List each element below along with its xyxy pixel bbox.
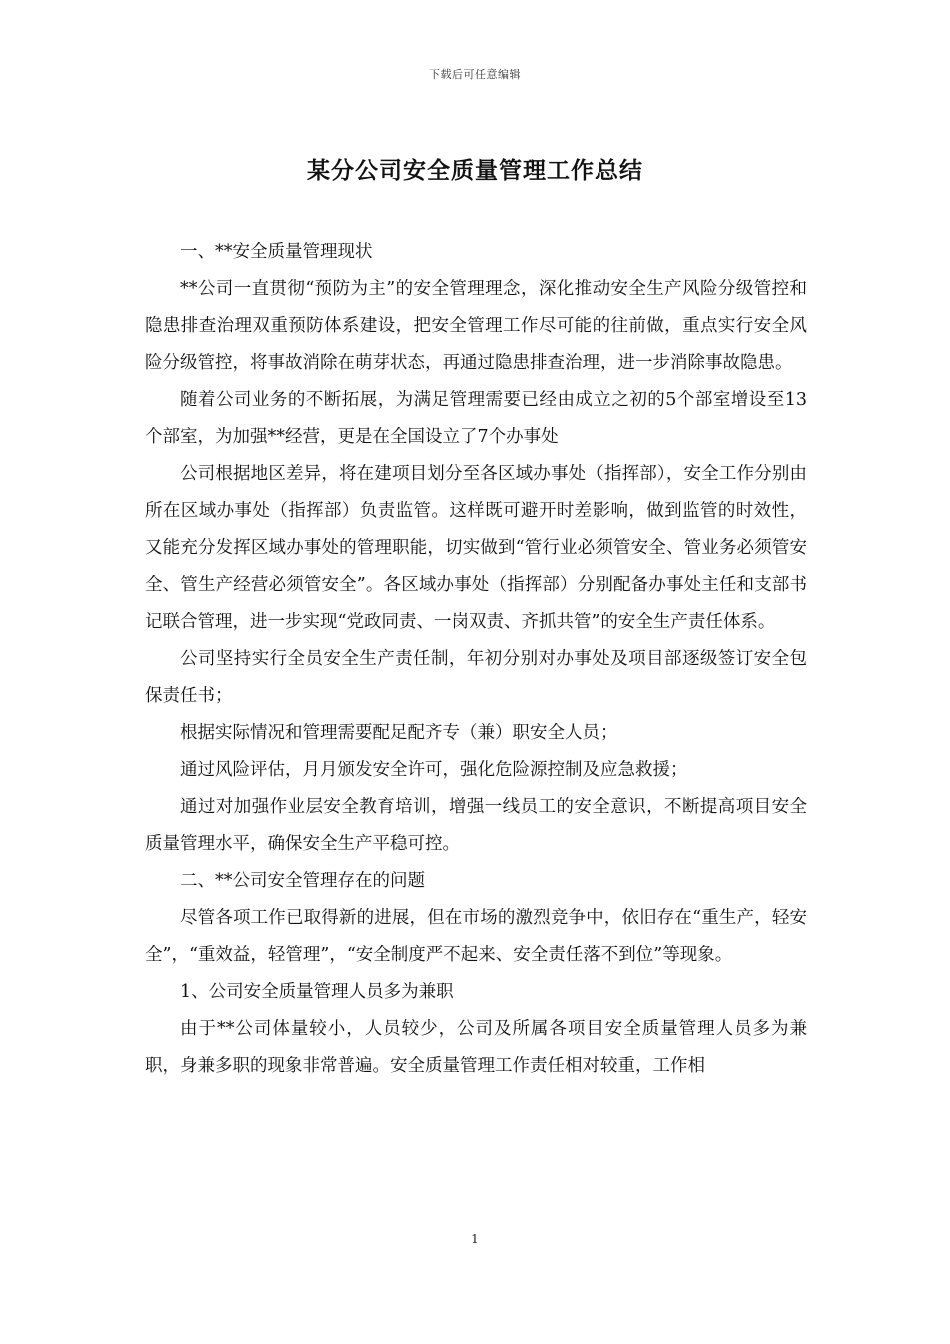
paragraph: 通过对加强作业层安全教育培训，增强一线员工的安全意识，不断提高项目安全质量管理水平，确保安全生产平稳可控。 bbox=[145, 797, 807, 854]
subsection-heading-1: 1、公司安全质量管理人员多为兼职 bbox=[180, 982, 454, 1002]
paragraph: 尽管各项工作已取得新的进展，但在市场的激烈竞争中，依旧存在“重生产，轻安全”，“重效益，轻管理”，“安全制度严不起来、安全责任落不到位”等现象。 bbox=[145, 908, 807, 965]
paragraph: 随着公司业务的不断拓展，为满足管理需要已经由成立之初的5个部室增设至13个部室，为加强**经营，更是在全国设立了7个办事处 bbox=[145, 390, 807, 447]
paragraph: **公司一直贯彻“预防为主”的安全管理理念，深化推动安全生产风险分级管控和隐患排查治理双重预防体系建设，把安全管理工作尽可能的往前做，重点实行安全风险分级管控，将事故消除在萌芽状态，再通过隐患排查治理，进一步消除事故隐患。 bbox=[145, 279, 807, 373]
section-heading-2: 二、**公司安全管理存在的问题 bbox=[180, 871, 425, 891]
paragraph: 通过风险评估，月月颁发安全许可，强化危险源控制及应急救援； bbox=[180, 760, 688, 780]
header-note: 下载后可任意编辑 bbox=[429, 68, 521, 81]
document-body bbox=[145, 234, 807, 1085]
document-title: 某分公司安全质量管理工作总结 bbox=[307, 157, 643, 184]
paragraph: 公司坚持实行全员安全生产责任制，年初分别对办事处及项目部逐级签订安全包保责任书； bbox=[145, 649, 807, 706]
paragraph: 公司根据地区差异，将在建项目划分至各区域办事处（指挥部），安全工作分别由所在区域办事处（指挥部）负责监管。这样既可避开时差影响，做到监管的时效性，又能充分发挥区域办事处的管理职能，切实做到“管行业必须管安全、管业务必须管安全、管生产经营必须管安全”。各区域办事处（指挥部）分别配备办事处主任和支部书记联合管理，进一步实现“党政同责、一岗双责、齐抓共管”的安全生产责任体系。 bbox=[145, 464, 807, 632]
page-number: 1 bbox=[471, 1232, 479, 1246]
paragraph: 根据实际情况和管理需要配足配齐专（兼）职安全人员； bbox=[180, 723, 618, 743]
section-heading-1: 一、**安全质量管理现状 bbox=[180, 242, 373, 262]
paragraph: 由于**公司体量较小，人员较少，公司及所属各项目安全质量管理人员多为兼职，身兼多职的现象非常普遍。安全质量管理工作责任相对较重，工作相 bbox=[145, 1019, 807, 1076]
